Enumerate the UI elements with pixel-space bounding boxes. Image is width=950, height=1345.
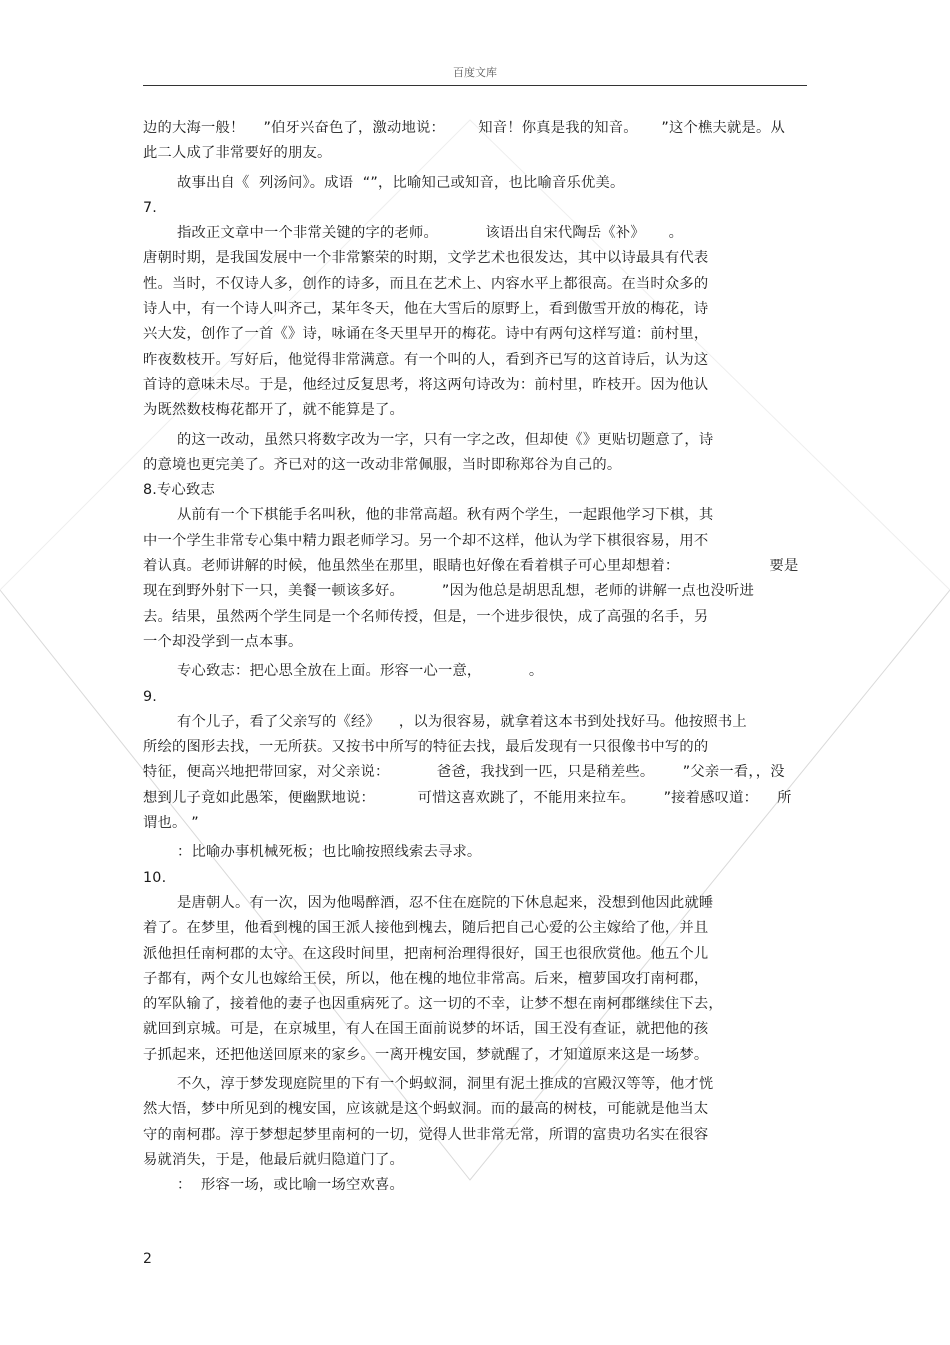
text-line: 子都有，两个女儿也嫁给王侯，所以，他在槐的地位非常高。后来，檀萝国攻打南柯郡， <box>143 970 709 987</box>
text-line: 的这一改动，虽然只将数字改为一字，只有一字之改，但却使《》更贴切题意了，诗 <box>177 431 714 448</box>
text-line: 性。当时，不仅诗人多，创作的诗多，而且在艺术上、内容水平上都很高。在当时众多的 <box>143 275 709 292</box>
text-line: 易就消失，于是，他最后就归隐道门了。 <box>143 1151 404 1168</box>
page-number: 2 <box>143 1251 152 1267</box>
text-line: 着了。在梦里，他看到槐的国王派人接他到槐去，随后把自己心爱的公主嫁给了他，并且 <box>143 920 709 937</box>
text-line: 故事出自《 列汤问》。成语 “”，比喻知己或知音，也比喻音乐优美。 <box>177 174 625 191</box>
text-line: 派他担任南柯郡的太守。在这段时间里，把南柯治理得很好，国王也很欣赏他。他五个儿 <box>143 945 709 962</box>
text-line: 此二人成了非常要好的朋友。 <box>143 145 332 162</box>
text-line: 的军队输了，接着他的妻子也因重病死了。这一切的不幸，让梦不想在南柯郡继续住下去， <box>143 996 723 1013</box>
header-divider <box>143 85 807 86</box>
text-line: 指改正文章中一个非常关键的字的老师。 该语出自宋代陶岳《补》 。 <box>177 225 684 242</box>
text-line: 的意境也更完美了。齐已对的这一改动非常佩服，当时即称郑谷为自己的。 <box>143 456 622 473</box>
text-line: ：比喻办事机械死板；也比喻按照线索去寻求。 <box>177 844 482 861</box>
text-line: 有个儿子，看了父亲写的《经》 ，以为很容易，就拿着这本书到处找好马。他按照书上 <box>177 713 747 730</box>
text-line: 就回到京城。可是，在京城里，有人在国王面前说梦的坏话，国王没有查证，就把他的孩 <box>143 1021 709 1038</box>
text-line: 子抓起来，还把他送回原来的家乡。一离开槐安国，梦就醒了，才知道原来这是一场梦。 <box>143 1046 709 1063</box>
text-line: 守的南柯郡。淳于梦想起梦里南柯的一切，觉得人世非常无常，所谓的富贵功名实在很容 <box>143 1126 709 1143</box>
text-line: 想到儿子竟如此愚笨，便幽默地说： 可惜这喜欢跳了，不能用来拉车。 ”接着感叹道： 所 <box>143 789 792 806</box>
text-line: 昨夜数枝开。写好后，他觉得非常满意。有一个叫的人，看到齐已写的这首诗后，认为这 <box>143 351 709 368</box>
text-line: 专心致志：把心思全放在上面。形容一心一意， 。 <box>177 663 544 680</box>
section-number: 10. <box>143 869 167 886</box>
text-line: 不久，淳于梦发现庭院里的下有一个蚂蚁洞，洞里有泥土推成的宫殿汉等等，他才恍 <box>177 1075 714 1092</box>
text-line: 首诗的意味未尽。于是，他经过反复思考，将这两句诗改为：前村里，昨枝开。因为他认 <box>143 376 709 393</box>
text-line: 从前有一个下棋能手名叫秋，他的非常高超。秋有两个学生，一起跟他学习下棋，其 <box>177 507 714 524</box>
text-line: 中一个学生非常专心集中精力跟老师学习。另一个却不这样，他认为学下棋很容易，用不 <box>143 532 709 549</box>
text-line: 去。结果，虽然两个学生同是一个名师传授，但是，一个进步很快，成了高强的名手，另 <box>143 608 709 625</box>
text-line: 一个却没学到一点本事。 <box>143 633 303 650</box>
text-line: 特征，便高兴地把带回家，对父亲说： 爸爸，我找到一匹，只是稍差些。 ”父亲一看，，没 <box>143 764 785 781</box>
text-line: 边的大海一般！ ”伯牙兴奋色了，激动地说： 知音！你真是我的知音。 ”这个樵夫就是。从 <box>143 120 786 136</box>
text-line: 谓也。 ” <box>143 815 199 832</box>
text-line: 为既然数枝梅花都开了，就不能算是了。 <box>143 402 404 419</box>
section-number: 7. <box>143 199 158 216</box>
text-line: 诗人中，有一个诗人叫齐己，某年冬天，他在大雪后的原野上，看到傲雪开放的梅花，诗 <box>143 301 709 318</box>
text-line: 着认真。老师讲解的时候，他虽然坐在那里，眼睛也好像在看着棋子可心里却想着： 要是 <box>143 558 799 575</box>
document-body <box>143 116 807 1198</box>
text-line: ： 形容一场，或比喻一场空欢喜。 <box>177 1177 404 1194</box>
text-line: 现在到野外射下一只，美餐一顿该多好。 ”因为他总是胡思乱想，老师的讲解一点也没听进 <box>143 583 754 600</box>
section-title: 8.专心致志 <box>143 482 216 499</box>
text-line: 兴大发，创作了一首《》诗，咏诵在冬天里早开的梅花。诗中有两句这样写道：前村里， <box>143 326 709 343</box>
section-number: 9. <box>143 688 158 705</box>
page-header: 百度文库 <box>453 66 497 79</box>
text-line: 所绘的图形去找，一无所获。又按书中所写的特征去找，最后发现有一只很像书中写的的 <box>143 739 709 756</box>
text-line: 然大悟，梦中所见到的槐安国，应该就是这个蚂蚁洞。而的最高的树枝，可能就是他当太 <box>143 1101 709 1118</box>
text-line: 是唐朝人。有一次，因为他喝醉酒，忍不住在庭院的下休息起来，没想到他因此就睡 <box>177 894 714 911</box>
text-line: 唐朝时期，是我国发展中一个非常繁荣的时期，文学艺术也很发达，其中以诗最具有代表 <box>143 250 709 267</box>
